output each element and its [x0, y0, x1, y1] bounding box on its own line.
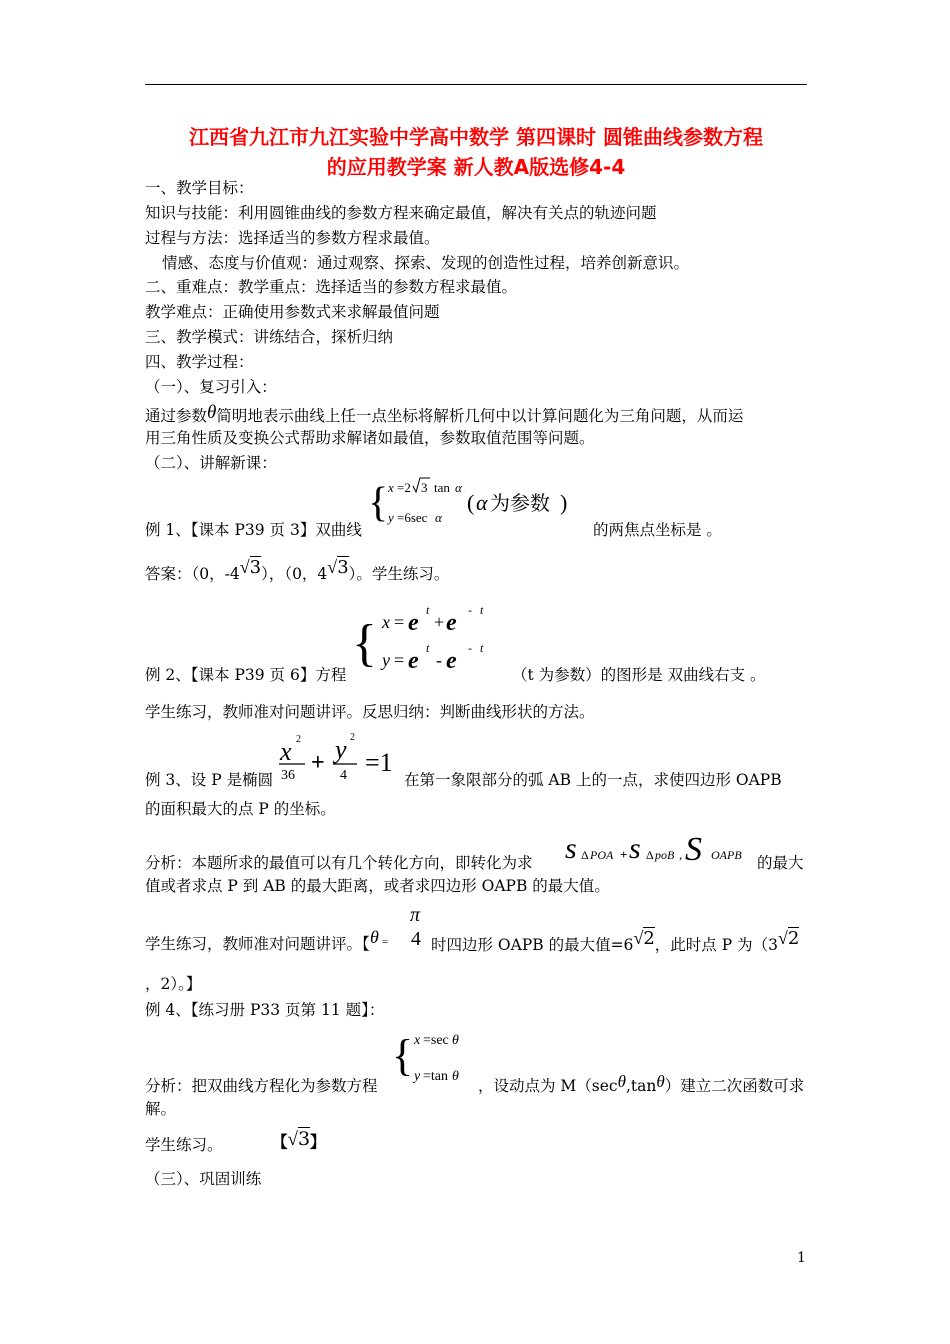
svg-text:=tan: =tan — [423, 1069, 448, 1084]
svg-text:-: - — [468, 641, 472, 655]
subsection-consolidation: （三）、巩固训练 — [145, 1170, 262, 1188]
svg-text:=: = — [394, 612, 405, 632]
svg-text:S: S — [685, 831, 702, 868]
analysis-3-answer-mid: 时四边形 OAPB 的最大值=6√2，此时点 P 为（3√2 — [431, 928, 800, 954]
svg-text:,: , — [679, 847, 683, 862]
example-2-tail: （t 为参数）的图形是 双曲线右支 。 — [512, 666, 766, 684]
section-key-points: 二、重难点：教学重点：选择适当的参数方程求最值。 — [145, 278, 518, 296]
svg-text:α: α — [455, 480, 462, 495]
svg-text:-: - — [468, 603, 472, 617]
svg-text:y: y — [414, 1069, 421, 1084]
brace-icon: { — [352, 615, 377, 672]
subsection-review: （一）、复习引入： — [145, 378, 277, 396]
svg-text:e: e — [446, 648, 457, 674]
svg-text:y: y — [382, 650, 390, 670]
svg-text:x: x — [280, 737, 292, 766]
analysis-3-line1-tail: 的最大 — [757, 854, 804, 872]
svg-text:+: + — [311, 750, 325, 776]
svg-text:x: x — [382, 612, 390, 632]
svg-text:为参数: 为参数 — [490, 493, 550, 515]
title-line-1: 江西省九江市九江实验中学高中数学 第四课时 圆锥曲线参数方程 — [189, 125, 763, 149]
review-paragraph-line2: 用三角性质及变换公式帮助求解诸如最值，参数取值范围等问题。 — [145, 429, 595, 447]
area-formula — [563, 828, 755, 868]
analysis-3-answer-end: ，2）。】 — [145, 975, 202, 993]
page-number: 1 — [797, 1250, 806, 1266]
example-2-equation — [352, 600, 522, 680]
brace-icon: { — [392, 1031, 414, 1080]
svg-text:s: s — [629, 832, 641, 865]
example-2-text: 例 2、【课本 P39 页 6】方程 — [145, 666, 347, 684]
objective-emotion: 情感、态度与价值观：通过观察、探索、发现的创造性过程，培养创新意识。 — [162, 254, 690, 272]
objective-process: 过程与方法：选择适当的参数方程求最值。 — [145, 229, 440, 247]
svg-text:): ) — [560, 490, 568, 515]
svg-text:(: ( — [467, 490, 475, 515]
svg-text:+: + — [620, 847, 628, 862]
section-mode: 三、教学模式：讲练结合，探析归纳 — [145, 328, 394, 346]
svg-text:poB: poB — [655, 848, 675, 862]
subsection-new-lesson: （二）、讲解新课： — [145, 454, 277, 472]
svg-text:=2: =2 — [397, 480, 411, 495]
svg-text:s: s — [565, 832, 577, 865]
example-1-tail: 的两焦点坐标是 。 — [593, 521, 722, 539]
svg-text:e: e — [446, 610, 457, 636]
svg-text:2: 2 — [350, 732, 355, 743]
document-title — [145, 122, 807, 182]
example-4-practice: 学生练习。 — [145, 1136, 223, 1154]
theta-pi-over-4 — [370, 905, 430, 955]
svg-text:α: α — [435, 510, 442, 525]
svg-text:π: π — [410, 905, 421, 926]
header-rule — [145, 84, 807, 85]
example-3-ellipse-equation — [275, 728, 405, 786]
title-line-2: 的应用教学案 新人教A版选修4-4 — [326, 155, 626, 179]
svg-text:4: 4 — [340, 768, 347, 783]
example-4-equation — [392, 1024, 482, 1088]
objective-knowledge: 知识与技能：利用圆锥曲线的参数方程来确定最值，解决有关点的轨迹问题 — [145, 204, 657, 222]
svg-text:tan: tan — [434, 480, 450, 495]
example-4-answer: 【√3】 — [272, 1128, 326, 1151]
svg-text:3: 3 — [421, 480, 428, 495]
svg-text:36: 36 — [281, 768, 295, 783]
svg-text:e: e — [408, 610, 419, 636]
svg-text:2: 2 — [296, 734, 301, 745]
svg-text:e: e — [408, 648, 419, 674]
svg-text:OAPB: OAPB — [711, 848, 742, 862]
svg-text:Δ: Δ — [581, 848, 589, 862]
example-3-text: 例 3、设 P 是椭圆 — [145, 771, 274, 789]
example-2-summary: 学生练习，教师准对问题讲评。反思归纳：判断曲线形状的方法。 — [145, 703, 595, 721]
svg-text:=sec: =sec — [423, 1033, 449, 1048]
svg-text:t: t — [426, 641, 430, 655]
svg-text:-: - — [436, 650, 442, 670]
example-4-text: 例 4、【练习册 P33 页第 11 题】： — [145, 1001, 385, 1019]
example-3-tail: 在第一象限部分的弧 AB 上的一点，求使四边形 OAPB — [404, 771, 782, 789]
example-3-text-line2: 的面积最大的点 P 的坐标。 — [145, 800, 336, 818]
svg-text:4: 4 — [411, 928, 421, 950]
section-objectives: 一、教学目标： — [145, 179, 254, 197]
svg-text:y: y — [335, 735, 347, 764]
analysis-3-answer-start: 学生练习，教师准对问题讲评。【 — [145, 935, 370, 953]
svg-text:+: + — [434, 612, 445, 632]
svg-text:t: t — [480, 641, 484, 655]
svg-text:=: = — [382, 936, 389, 948]
svg-text:=1: =1 — [365, 748, 393, 777]
svg-text:x: x — [414, 1033, 421, 1048]
analysis-4-start: 分析：把双曲线方程化为参数方程 — [145, 1077, 378, 1095]
svg-text:t: t — [480, 603, 484, 617]
svg-text:θ: θ — [452, 1069, 459, 1084]
analysis-4-end: 解。 — [145, 1100, 177, 1118]
answer-1: 答案：（0，-4√3），（0，4√3）。学生练习。 — [145, 557, 450, 583]
review-paragraph-line1: 通过参数θ简明地表示曲线上任一点坐标将解析几何中以计算问题化为三角问题，从而运 — [145, 402, 744, 425]
svg-text:t: t — [426, 603, 430, 617]
section-process: 四、教学过程： — [145, 353, 254, 371]
example-1-equation — [368, 472, 588, 534]
svg-text:x: x — [388, 480, 394, 495]
svg-text:=: = — [394, 650, 405, 670]
analysis-4-mid: ，设动点为 M（secθ,tanθ）建立二次函数可求 — [478, 1072, 805, 1095]
svg-text:y: y — [388, 510, 394, 525]
svg-text:POA: POA — [590, 848, 614, 862]
svg-text:=6sec: =6sec — [397, 510, 428, 525]
svg-text:θ: θ — [452, 1033, 459, 1048]
svg-text:α: α — [476, 490, 488, 515]
example-1-text: 例 1、【课本 P39 页 3】双曲线 — [145, 521, 362, 539]
svg-text:Δ: Δ — [646, 848, 654, 862]
svg-text:θ: θ — [370, 927, 379, 947]
analysis-3-line1: 分析：本题所求的最值可以有几个转化方向，即转化为求 — [145, 854, 533, 872]
analysis-3-line2: 值或者求点 P 到 AB 的最大距离，或者求四边形 OAPB 的最大值。 — [145, 877, 610, 895]
brace-icon: { — [368, 480, 389, 526]
difficult-point: 教学难点：正确使用参数式来求解最值问题 — [145, 303, 440, 321]
